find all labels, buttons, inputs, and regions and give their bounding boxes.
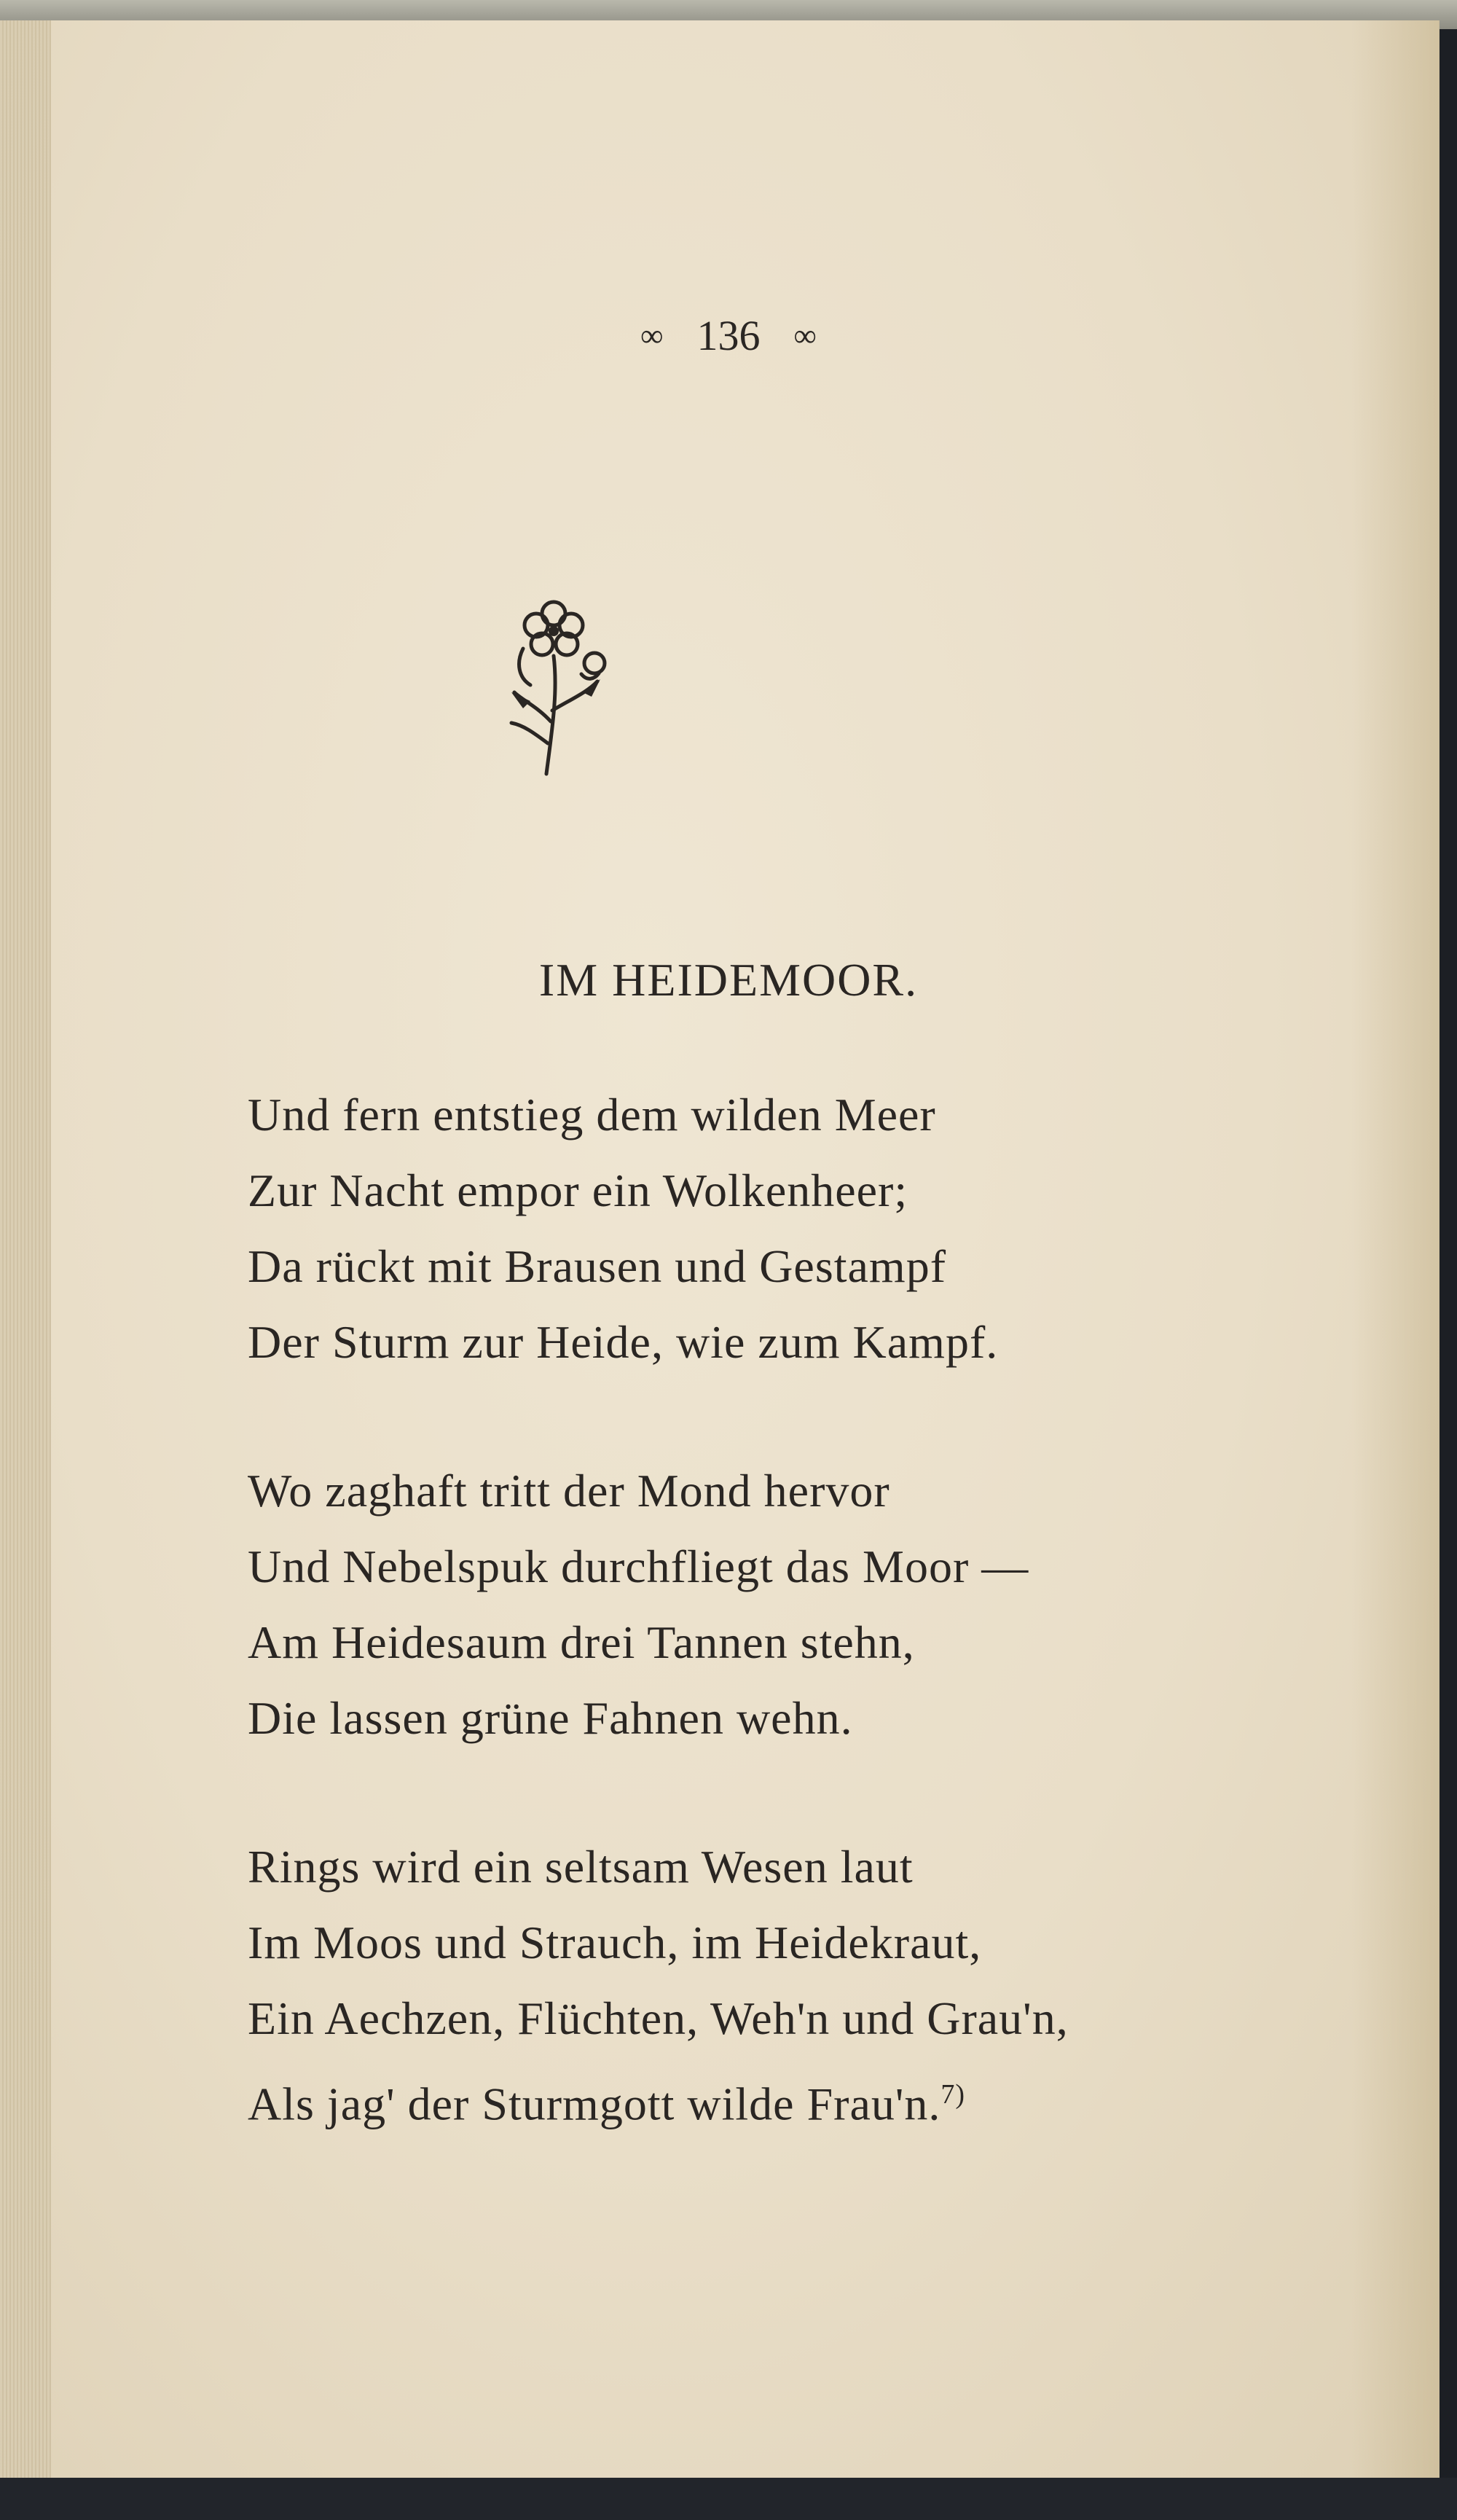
poem-line: Wo zaghaft tritt der Mond hervor [248, 1465, 890, 1517]
poem-line: Rings wird ein seltsam Wesen laut [248, 1841, 914, 1893]
poem-line: Und fern entstieg dem wilden Meer [248, 1089, 936, 1140]
poem-line: Die lassen grüne Fahnen wehn. [248, 1692, 853, 1744]
stanza-2 [248, 1453, 1029, 1756]
footnote-mark: 7) [940, 2079, 966, 2110]
poem-line: Der Sturm zur Heide, wie zum Kampf. [248, 1316, 999, 1368]
poem-line-last [248, 2057, 1069, 2132]
poem-line: Am Heidesaum drei Tannen stehn, [248, 1616, 915, 1668]
poem-line-text: Als jag' der Sturmgott wilde Frau'n. [248, 2078, 941, 2130]
poem-line: Und Nebelspuk durchfliegt das Moor — [248, 1541, 1029, 1592]
gutter-shadow [1351, 20, 1439, 2484]
stanza-3 [248, 1829, 1069, 2132]
poem-title: IM HEIDEMOOR. [538, 954, 919, 1006]
flower-icon [501, 583, 618, 794]
book-cover-bottom-edge [0, 2478, 1457, 2520]
poem-line: Da rückt mit Brausen und Gestampf [248, 1240, 946, 1292]
poem-line: Im Moos und Strauch, im Heidekraut, [248, 1917, 982, 1968]
poem-line: Zur Nacht empor ein Wolkenheer; [248, 1165, 908, 1216]
poem-line: Ein Aechzen, Flüchten, Weh'n und Grau'n, [248, 1992, 1069, 2044]
page-number: 136 [696, 311, 761, 359]
page-stack-edges [0, 20, 51, 2484]
page-header [0, 299, 1457, 372]
stanza-1 [248, 1077, 998, 1380]
left-ornament-icon: ∞ [640, 317, 664, 353]
right-ornament-icon: ∞ [793, 317, 817, 353]
